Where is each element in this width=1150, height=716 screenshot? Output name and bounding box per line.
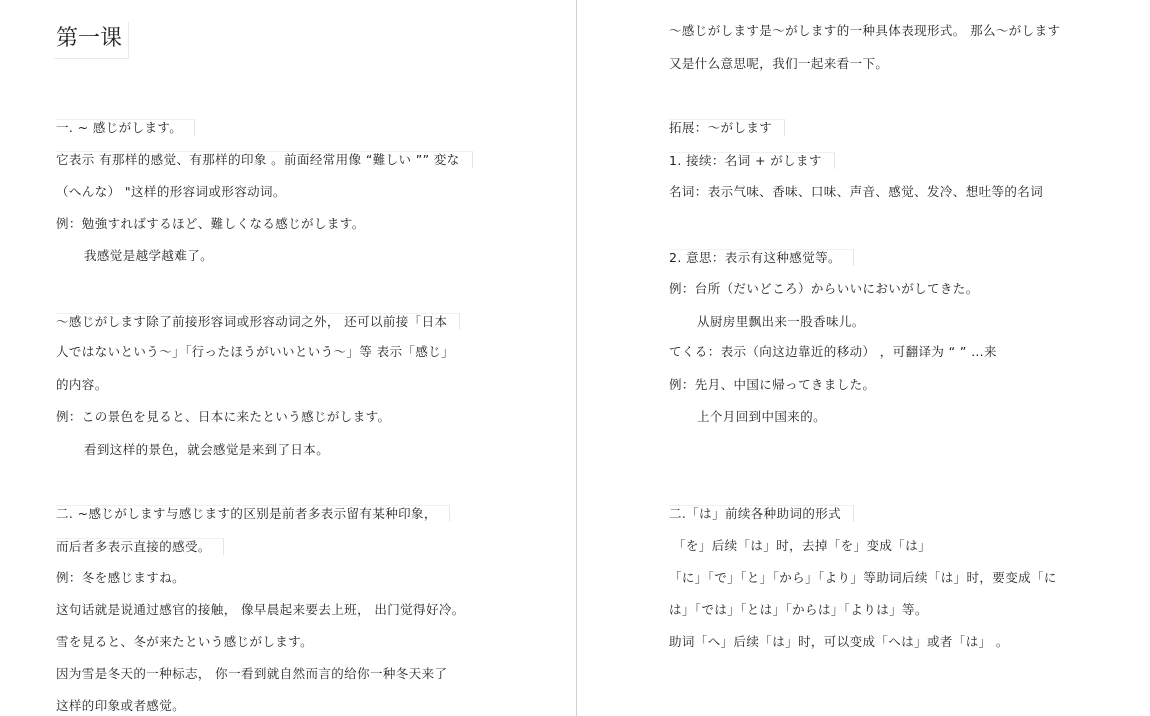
- extension-heading: 拓展：～がします: [669, 119, 785, 136]
- translation-line: 看到这样的景色，就会感觉是来到了日本。: [84, 442, 330, 457]
- paragraph-line: 因为雪是冬天的一种标志， 你一看到就自然而言的给你一种冬天来了: [56, 666, 448, 681]
- paragraph-line: 「を」后续「は」时，去掉「を」变成「は」: [673, 538, 932, 553]
- paragraph-line: は」「では」「とは」「からは」「よりは」等。: [669, 602, 928, 617]
- paragraph-line: ～感じがします是～がします的一种具体表现形式。 那么～がします: [669, 23, 1061, 38]
- paragraph-line: 这样的印象或者感觉。: [56, 698, 186, 713]
- translation-line: 从厨房里飘出来一股香味儿。: [697, 314, 865, 329]
- paragraph-line: 的内容。: [56, 377, 108, 392]
- numbered-item-2: 2. 意思：表示有这种感觉等。: [669, 249, 854, 266]
- paragraph-line: 名词：表示气味、香味、口味、声音、感觉、发冷、想吐等的名词: [669, 184, 1044, 199]
- section-heading-3: 二.「は」前续各种助词的形式: [669, 505, 854, 522]
- example-line: 雪を見ると、冬が来たという感じがします。: [56, 634, 314, 649]
- example-line: 例：台所（だいどころ）からいいにおいがしてきた。: [669, 281, 979, 296]
- paragraph-line: 人ではないという～」「行ったほうがいいという～」等 表示「感じ」: [56, 344, 455, 359]
- section-heading-2: 二. ~感じがします与感じます的区别是前者多表示留有某种印象，: [56, 505, 450, 522]
- paragraph-line: 它表示 有那样的感觉、有那样的印象 。前面经常用像 “難しい ”” 変な: [56, 151, 473, 168]
- paragraph-line: 又是什么意思呢，我们一起来看一下。: [669, 56, 889, 71]
- paragraph-line: てくる：表示（向这边靠近的移动） ，可翻译为 “ ” …来: [669, 344, 997, 359]
- right-page: [577, 0, 1150, 716]
- section-heading-1: 一. ~ 感じがします。: [56, 119, 195, 136]
- paragraph-line: 这句话就是说通过感官的接触， 像早晨起来要去上班， 出门觉得好冷。: [56, 602, 465, 617]
- paragraph-line: 助词「へ」后续「は」时，可以变成「へは」或者「は」 。: [669, 634, 1009, 649]
- paragraph-line: 「に」「で」「と」「から」「より」等助词后续「は」时，要变成「に: [669, 570, 1057, 585]
- numbered-item-1: 1. 接续：名词 + がします: [669, 152, 835, 169]
- paragraph-line: ～感じがします除了前接形容词或形容动词之外， 还可以前接「日本: [56, 313, 460, 330]
- lesson-title: 第一课: [54, 22, 129, 59]
- translation-line: 我感觉是越学越难了。: [84, 248, 214, 263]
- example-line: 例：勉強すればするほど、難しくなる感じがします。: [56, 216, 365, 231]
- paragraph-line: 而后者多表示直接的感受。: [56, 538, 224, 555]
- example-line: 例：この景色を見ると、日本に来たという感じがします。: [56, 409, 391, 424]
- paragraph-line: （へんな） "这样的形容词或形容动词。: [56, 184, 286, 199]
- translation-line: 上个月回到中国来的。: [697, 409, 827, 424]
- example-line: 例：冬を感じますね。: [56, 570, 186, 585]
- example-line: 例：先月、中国に帰ってきました。: [669, 377, 876, 392]
